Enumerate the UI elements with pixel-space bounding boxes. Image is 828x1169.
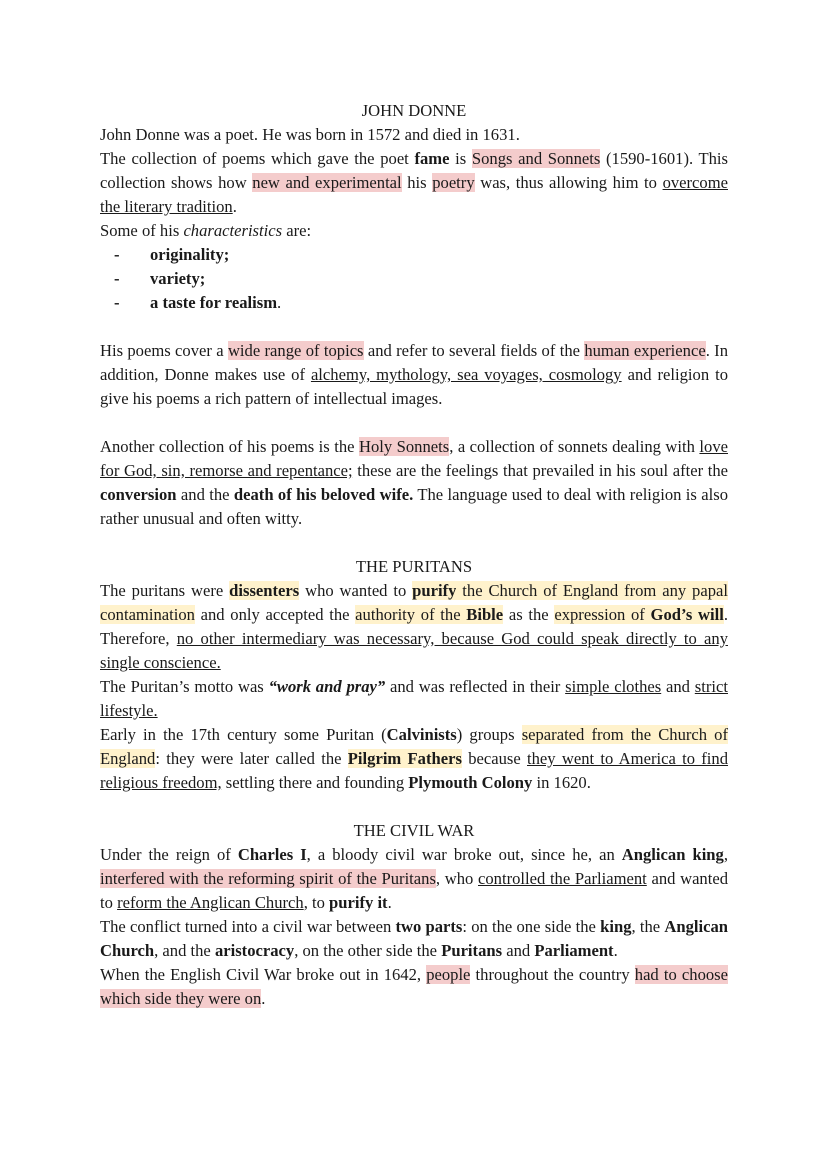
text: . Therefore,	[100, 605, 728, 648]
section-title-civil-war: THE CIVIL WAR	[353, 821, 475, 840]
text: The conflict turned into a civil war between	[100, 917, 396, 936]
text: John Donne was a poet. He was born in 1572 and died in 1631.	[100, 125, 520, 144]
bold-text: conversion	[100, 485, 177, 504]
highlight-pink: Holy Sonnets	[358, 437, 450, 456]
paragraph	[100, 723, 728, 795]
underlined-text: love for God, sin, remorse and repentance;	[100, 437, 728, 480]
text: ) groups	[456, 725, 522, 744]
text: The collection of poems which gave the poet	[100, 149, 415, 168]
bold-text: Charles I	[237, 845, 307, 864]
text: because	[461, 749, 528, 768]
italic-text: characteristics	[183, 221, 283, 240]
bold-text: aristocracy	[214, 941, 295, 960]
spacer	[100, 411, 728, 435]
text: , the	[631, 917, 665, 936]
bold-text: two parts	[395, 917, 463, 936]
list-item	[100, 291, 728, 315]
text: , and the	[154, 941, 215, 960]
paragraph	[100, 915, 728, 963]
list-item	[100, 243, 728, 267]
text: and was reflected in their	[385, 677, 566, 696]
text: are:	[282, 221, 312, 240]
text: The language used to deal with religion is also rather unusual and often witty.	[100, 485, 728, 528]
highlight-yellow: the Church of England from any papal contamination	[100, 581, 728, 624]
highlight-pink: human experience	[584, 341, 706, 360]
highlight-yellow-bold: God’s will	[650, 605, 724, 624]
underlined-text: controlled the Parliament	[478, 869, 647, 888]
text: ,	[723, 845, 728, 864]
highlight-yellow: expression of	[554, 605, 651, 624]
underlined-text: overcome the literary tradition	[100, 173, 728, 216]
text: is	[449, 149, 472, 168]
text: Another collection of his poems is the	[100, 437, 359, 456]
document-page	[100, 99, 728, 1011]
text: settling there and founding	[221, 773, 409, 792]
text: Under the reign of	[100, 845, 238, 864]
paragraph	[100, 843, 728, 915]
paragraph	[100, 339, 728, 411]
highlight-pink: Songs and Sonnets	[471, 149, 601, 168]
bold-text: Anglican Church	[100, 917, 729, 960]
highlight-yellow-bold: dissenters	[229, 581, 300, 600]
underlined-text: simple clothes	[565, 677, 662, 696]
text: The Puritan’s motto was	[100, 677, 269, 696]
bold-text: king	[600, 917, 632, 936]
text: .	[277, 293, 282, 312]
highlight-yellow: authority of the	[355, 605, 467, 624]
text: , a collection of sonnets dealing with	[449, 437, 700, 456]
bold-text: purify it	[329, 893, 388, 912]
text: .	[613, 941, 618, 960]
text: : on the one side the	[462, 917, 601, 936]
characteristics-list	[100, 243, 728, 315]
highlight-yellow-bold: purify	[412, 581, 457, 600]
paragraph	[100, 219, 728, 243]
text: When the English Civil War broke out in 1642,	[100, 965, 427, 984]
highlight-pink: poetry	[432, 173, 475, 192]
text: .	[261, 989, 266, 1008]
highlight-yellow-bold: Bible	[466, 605, 504, 624]
bold-text: Plymouth Colony	[408, 773, 533, 792]
text: Some of his	[100, 221, 184, 240]
list-item-text: variety;	[150, 269, 206, 288]
underlined-text: reform the Anglican Church	[117, 893, 304, 912]
underlined-text: alchemy, mythology, sea voyages, cosmology	[310, 365, 622, 384]
text: Early in the 17th century some Puritan (	[100, 725, 387, 744]
paragraph	[100, 579, 728, 675]
bold-text: death of his beloved wife.	[233, 485, 414, 504]
highlight-pink: wide range of topics	[227, 341, 364, 360]
text: and the	[176, 485, 234, 504]
text: and	[661, 677, 695, 696]
bold-text: Puritans	[441, 941, 503, 960]
highlight-pink: new and experimental	[252, 173, 402, 192]
bold-text: Parliament	[534, 941, 614, 960]
underlined-text: strict lifestyle.	[100, 677, 728, 720]
text: .	[387, 893, 392, 912]
text: , a bloody civil war broke out, since he, an	[306, 845, 622, 864]
highlight-pink: people	[426, 965, 471, 984]
spacer	[100, 315, 728, 339]
text: who wanted to	[299, 581, 413, 600]
paragraph	[100, 123, 728, 147]
text: . In addition, Donne makes use of	[100, 341, 728, 384]
paragraph	[100, 675, 728, 723]
bold-italic-text: “work and pray”	[268, 677, 386, 696]
text: .	[232, 197, 237, 216]
spacer	[100, 795, 728, 819]
highlight-yellow: separated from the Church of England	[100, 725, 728, 768]
bold-text: Calvinists	[386, 725, 457, 744]
text: and	[502, 941, 535, 960]
text: throughout the country	[470, 965, 635, 984]
paragraph	[100, 963, 728, 1011]
highlight-pink: interfered with the reforming spirit of the Puritans	[100, 869, 436, 888]
list-item-text: a taste for realism	[150, 293, 278, 312]
text: and only accepted the	[194, 605, 356, 624]
bold-text: fame	[414, 149, 450, 168]
text: The puritans were	[100, 581, 230, 600]
underlined-text: no other intermediary was necessary, because God could speak directly to any single conscience.	[100, 629, 728, 672]
highlight-yellow-bold: Pilgrim Fathers	[347, 749, 462, 768]
text: these are the feelings that prevailed in his soul after the	[352, 461, 728, 480]
text: His poems cover a	[100, 341, 228, 360]
text: (1590-1601). This collection shows how	[100, 149, 728, 192]
text: in 1620.	[532, 773, 591, 792]
text: was, thus allowing him to	[474, 173, 663, 192]
list-item-text: originality;	[150, 245, 230, 264]
text: and religion to give his poems a rich pattern of intellectual images.	[100, 365, 728, 408]
text: and wanted to	[100, 869, 729, 912]
underlined-text: they went to America to find religious freedom,	[100, 749, 729, 792]
text: as the	[503, 605, 555, 624]
bold-text: Anglican king	[621, 845, 724, 864]
text: , who	[435, 869, 478, 888]
list-item	[100, 267, 728, 291]
paragraph	[100, 147, 728, 219]
paragraph	[100, 435, 728, 531]
text: and refer to several fields of the	[363, 341, 585, 360]
highlight-pink: had to choose which side they were on	[100, 965, 728, 1008]
text: , on the other side the	[294, 941, 442, 960]
text: his	[401, 173, 433, 192]
text: , to	[303, 893, 330, 912]
section-title-john-donne: JOHN DONNE	[361, 101, 467, 120]
text: : they were later called the	[155, 749, 348, 768]
section-title-puritans: THE PURITANS	[355, 557, 473, 576]
spacer	[100, 531, 728, 555]
